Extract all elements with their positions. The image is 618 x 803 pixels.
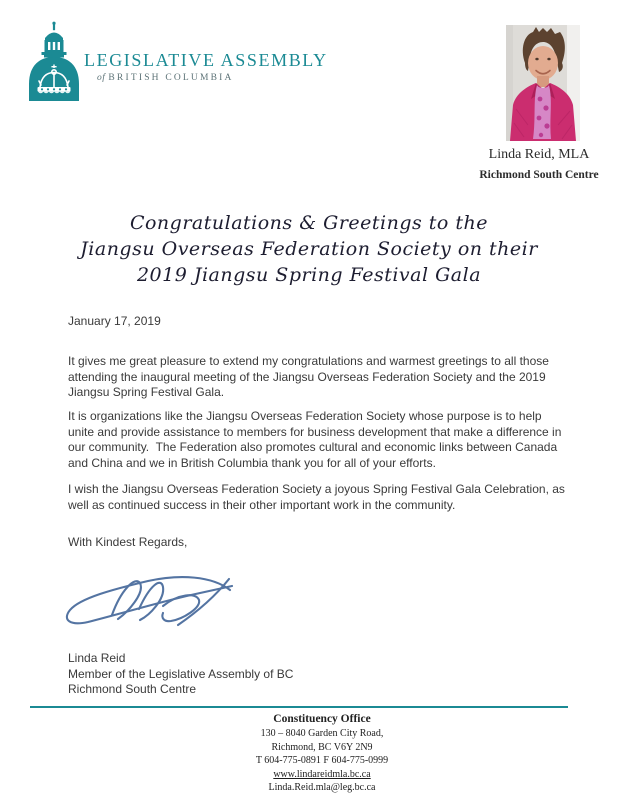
closing-salutation: With Kindest Regards, [68, 535, 188, 549]
signer-name: Linda Reid [68, 651, 126, 665]
paragraph-2: It is organizations like the Jiangsu Overseas Federation Society whose purpose is to help unite and provide assistance to members for business development that make a difference in our community. The Federation also promotes cultural and economic links between Canada and China and we in British Columbia thank you for all of your efforts. [68, 409, 565, 470]
email-link[interactable]: Linda.Reid.mla@leg.bc.ca [268, 782, 376, 794]
signer-riding: Richmond South Centre [68, 682, 197, 697]
footer-divider [30, 706, 568, 708]
heading-line-1: Congratulations & Greetings to the [129, 212, 489, 234]
heading-line-3: 2019 Jiangsu Spring Festival Gala [136, 264, 482, 286]
footer-heading: Constituency Office [273, 713, 371, 725]
portrait-photo [506, 25, 580, 141]
footer-address-line2: Richmond, BC V6Y 2N9 [271, 741, 373, 753]
paragraph-3: I wish the Jiangsu Overseas Federation Society a joyous Spring Festival Gala Celebration, as well as continued success in their other important work in the community. [68, 482, 569, 512]
paragraph-1: It gives me great pleasure to extend my congratulations and warmest greetings to all those attending the inaugural meeting of the Jiangsu Overseas Federation Society and the 2019 Jiangsu Spring Festival Gala. [68, 354, 553, 400]
logo-subtitle-text: BRITISH COLUMBIA [108, 73, 234, 83]
legislative-assembly-wordmark [84, 50, 328, 83]
heading-line-2: Jiangsu Overseas Federation Society on their [80, 238, 538, 260]
letter-date: January 17, 2019 [68, 314, 161, 328]
official-name: Linda Reid, MLA [488, 147, 590, 162]
signer-block [68, 651, 293, 698]
logo-title: LEGISLATIVE ASSEMBLY [84, 50, 328, 70]
parliament-dome-crown-icon [28, 21, 80, 106]
logo-subtitle-of: of [97, 73, 106, 83]
footer-phone-fax: T 604-775-0891 F 604-775-0999 [255, 755, 389, 767]
signature-image [60, 568, 240, 637]
letter-heading [0, 210, 618, 288]
official-riding: Richmond South Centre [479, 169, 599, 181]
signer-title: Member of the Legislative Assembly of BC [68, 666, 294, 681]
footer-address-line1: 130 – 8040 Garden City Road, [260, 728, 384, 739]
logo-subtitle [84, 73, 328, 83]
website-link[interactable]: www.lindareidmla.bc.ca [273, 768, 371, 780]
footer [13, 713, 618, 796]
